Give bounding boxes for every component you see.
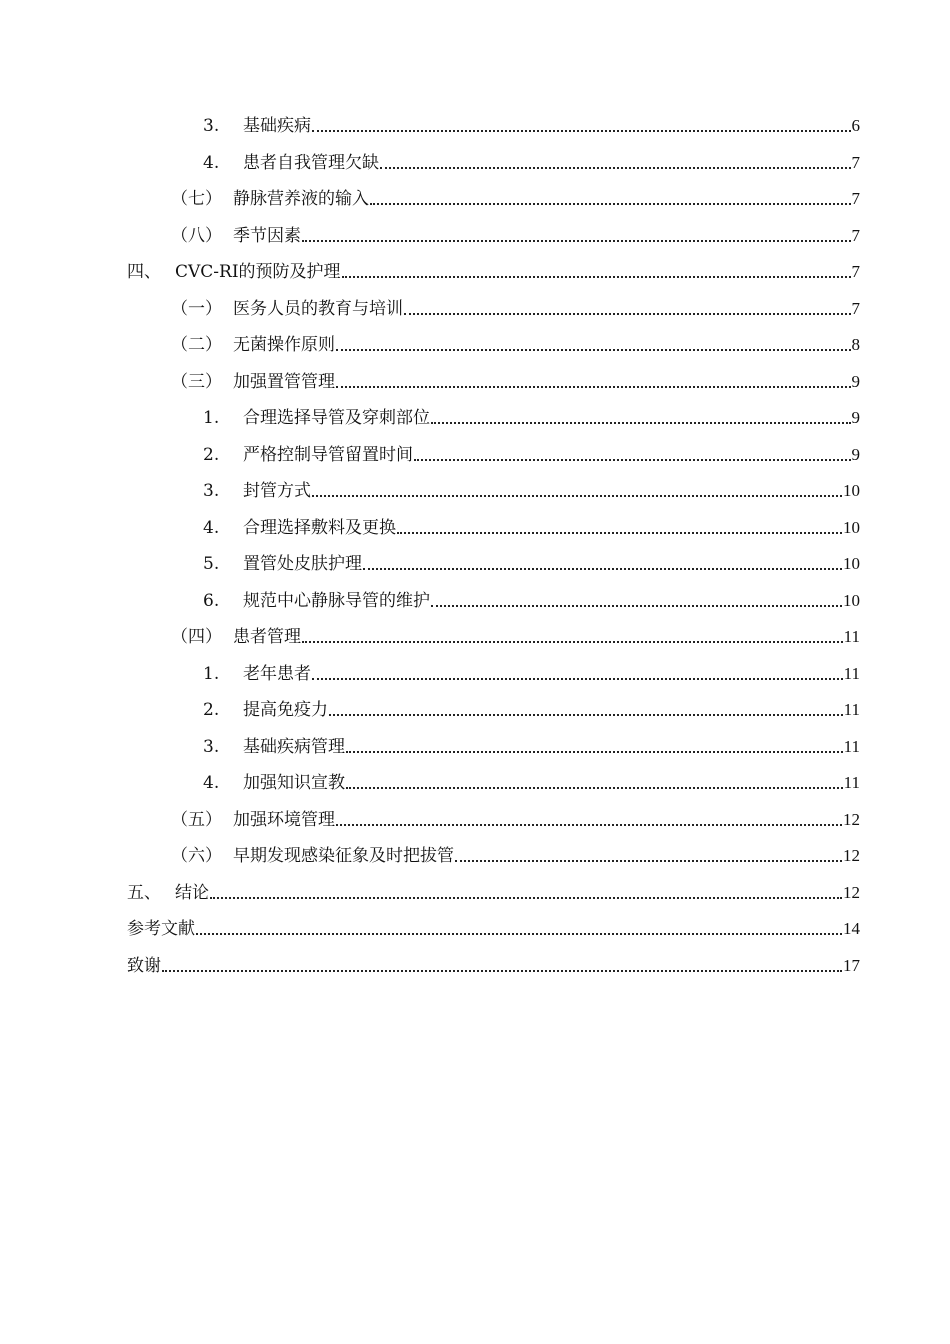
toc-entry-title: 严格控制导管留置时间 (243, 444, 413, 465)
toc-entry-title: 基础疾病管理 (243, 736, 345, 757)
toc-entry-title: 加强置管管理 (233, 371, 335, 392)
toc-entry-number: 3. (203, 116, 220, 137)
dot-leader (312, 664, 843, 684)
dot-leader (210, 883, 842, 903)
toc-entry-number: （二） (171, 335, 222, 356)
toc-entry[interactable] (0, 875, 950, 912)
toc-entry-number: 4. (203, 152, 220, 173)
toc-entry-title: 合理选择敷料及更换 (243, 517, 396, 538)
toc-entry[interactable] (0, 911, 950, 948)
toc-entry-page: 14 (843, 919, 860, 939)
toc-entry-number: 四、 (127, 262, 161, 283)
toc-entry-number: （一） (171, 298, 222, 319)
toc-entry-title: 无菌操作原则 (233, 335, 335, 356)
toc-entry[interactable] (0, 108, 950, 145)
toc-entry[interactable] (0, 838, 950, 875)
toc-entry-page: 11 (843, 627, 860, 647)
toc-entry[interactable] (0, 254, 950, 291)
toc-entry[interactable] (0, 765, 950, 802)
toc-entry[interactable] (0, 619, 950, 656)
dot-leader (346, 737, 843, 757)
toc-entry-title: CVC-RI的预防及护理 (175, 262, 341, 283)
dot-leader (302, 627, 843, 647)
toc-entry-title: 封管方式 (243, 481, 311, 502)
toc-entry-title: 加强环境管理 (233, 809, 335, 830)
toc-entry-page: 7 (851, 298, 860, 318)
toc-entry-title: 患者自我管理欠缺 (243, 152, 379, 173)
toc-entry[interactable] (0, 218, 950, 255)
dot-leader (312, 481, 842, 501)
toc-entry-number: 5. (203, 554, 220, 575)
toc-entry-title: 季节因素 (233, 225, 301, 246)
toc-entry-title: 老年患者 (243, 663, 311, 684)
toc-entry[interactable] (0, 291, 950, 328)
toc-entry-title: 提高免疫力 (243, 700, 328, 721)
toc-entry-page: 9 (851, 444, 860, 464)
toc-entry-number: （六） (171, 846, 222, 867)
dot-leader (336, 810, 842, 830)
table-of-contents (0, 108, 950, 984)
toc-entry-page: 10 (843, 481, 860, 501)
dot-leader (336, 372, 851, 392)
dot-leader (363, 554, 842, 574)
toc-entry-page: 9 (851, 408, 860, 428)
toc-entry-page: 6 (851, 116, 860, 136)
toc-entry-title: 致谢 (127, 955, 161, 976)
toc-entry-title: 结论 (175, 882, 209, 903)
toc-entry-page: 17 (843, 955, 860, 975)
dot-leader (196, 919, 842, 939)
toc-entry-page: 10 (843, 554, 860, 574)
toc-entry[interactable] (0, 948, 950, 985)
toc-entry-number: （七） (171, 189, 222, 210)
dot-leader (431, 591, 842, 611)
dot-leader (455, 846, 842, 866)
toc-entry-title: 静脉营养液的输入 (233, 189, 369, 210)
toc-entry-page: 7 (851, 152, 860, 172)
toc-entry-title: 规范中心静脉导管的维护 (243, 590, 430, 611)
toc-entry[interactable] (0, 400, 950, 437)
toc-entry-number: 2. (203, 700, 220, 721)
toc-entry-title: 参考文献 (127, 919, 195, 940)
dot-leader (302, 226, 851, 246)
toc-entry-page: 7 (851, 262, 860, 282)
toc-entry[interactable] (0, 145, 950, 182)
toc-entry-number: （四） (171, 627, 222, 648)
toc-entry-number: 五、 (127, 882, 161, 903)
toc-entry-page: 9 (851, 371, 860, 391)
toc-entry-title: 基础疾病 (243, 116, 311, 137)
toc-entry-title: 医务人员的教育与培训 (233, 298, 403, 319)
dot-leader (397, 518, 842, 538)
toc-entry-number: （五） (171, 809, 222, 830)
toc-entry-number: 4. (203, 517, 220, 538)
dot-leader (414, 445, 851, 465)
dot-leader (431, 408, 851, 428)
toc-entry-title: 早期发现感染征象及时把拔管 (233, 846, 454, 867)
toc-entry-page: 10 (843, 517, 860, 537)
toc-entry-number: 2. (203, 444, 220, 465)
toc-entry-title: 加强知识宣教 (243, 773, 345, 794)
toc-entry[interactable] (0, 181, 950, 218)
toc-entry-page: 7 (851, 189, 860, 209)
toc-entry[interactable] (0, 656, 950, 693)
toc-entry[interactable] (0, 437, 950, 474)
toc-entry-page: 11 (843, 736, 860, 756)
toc-entry[interactable] (0, 692, 950, 729)
toc-entry-title: 合理选择导管及穿刺部位 (243, 408, 430, 429)
toc-entry-page: 7 (851, 225, 860, 245)
toc-entry[interactable] (0, 364, 950, 401)
toc-entry-number: 1. (203, 408, 220, 429)
dot-leader (370, 189, 851, 209)
toc-entry-number: 3. (203, 736, 220, 757)
toc-entry-title: 患者管理 (233, 627, 301, 648)
dot-leader (342, 262, 851, 282)
dot-leader (404, 299, 851, 319)
toc-entry-number: 6. (203, 590, 220, 611)
toc-entry-page: 11 (843, 663, 860, 683)
toc-entry-page: 8 (851, 335, 860, 355)
dot-leader (380, 153, 851, 173)
dot-leader (329, 700, 843, 720)
toc-entry-page: 12 (843, 809, 860, 829)
toc-entry[interactable] (0, 473, 950, 510)
toc-entry[interactable] (0, 802, 950, 839)
dot-leader (162, 956, 842, 976)
toc-entry-number: 1. (203, 663, 220, 684)
toc-entry-number: 4. (203, 773, 220, 794)
dot-leader (312, 116, 851, 136)
toc-entry-number: 3. (203, 481, 220, 502)
dot-leader (346, 773, 843, 793)
toc-entry[interactable] (0, 546, 950, 583)
toc-entry-number: （八） (171, 225, 222, 246)
toc-entry-page: 12 (843, 882, 860, 902)
toc-entry-page: 12 (843, 846, 860, 866)
toc-entry-number: （三） (171, 371, 222, 392)
toc-entry-page: 10 (843, 590, 860, 610)
toc-entry[interactable] (0, 583, 950, 620)
toc-entry-page: 11 (843, 773, 860, 793)
toc-entry[interactable] (0, 510, 950, 547)
toc-entry[interactable] (0, 729, 950, 766)
toc-entry[interactable] (0, 327, 950, 364)
toc-entry-page: 11 (843, 700, 860, 720)
toc-entry-title: 置管处皮肤护理 (243, 554, 362, 575)
dot-leader (336, 335, 851, 355)
